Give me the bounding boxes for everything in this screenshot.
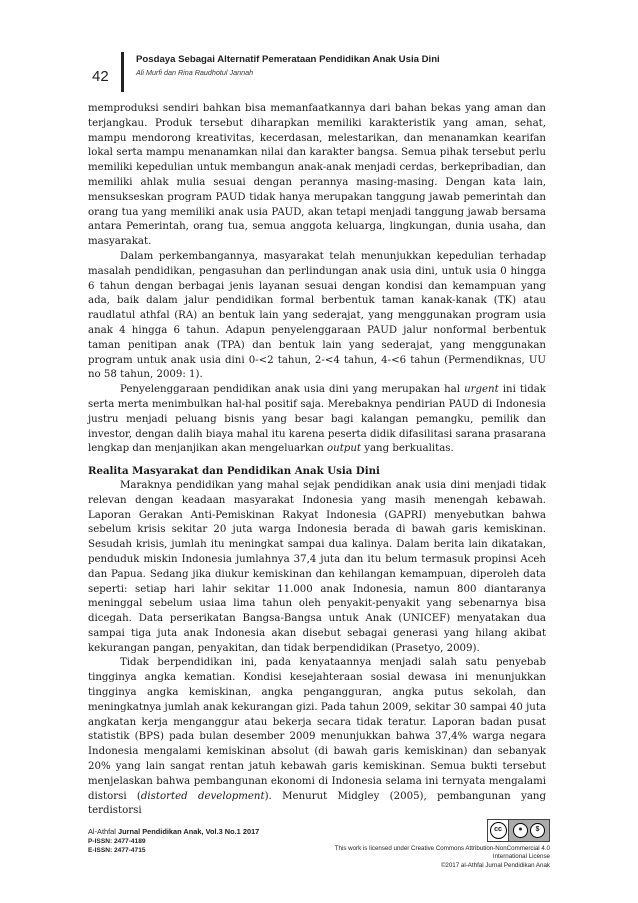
cc-license-badge[interactable]: [487, 819, 550, 842]
page-header: [86, 52, 556, 92]
text-run: yang berkualitas.: [360, 443, 454, 455]
section-heading: Realita Masyarakat dan Pendidikan Anak Usia Dini: [88, 465, 380, 478]
header-divider: [121, 52, 124, 92]
paragraph: Dalam perkembangannya, masyarakat telah menunjukkan kepedulian terhadap masalah pendidikan, pengasuhan dan perlindungan anak usia dini, untuk usia 0 hingga 6 tahun dengan berbagai jenis layanan sesuai dengan kondisi dan kemampuan yang ada, baik dalam jalur pendidikan formal berbentuk taman kanak-kanak (TK) atau raudlatul athfal (RA) an bentuk lain yang sederajat, yang menggunakan program usia anak 4 hingga 6 tahun. Adapun penyelenggaraan PAUD jalur nonformal berbentuk taman penitipan anak (TPA) dan bentuk lain yang sederajat, yang menggunakan program untuk anak usia dini 0-<2 tahun, 2-<4 tahun, 4-<6 tahun (Permendiknas, UU no 58 tahun, 2009: 1).: [88, 250, 546, 381]
text-run: Tidak berpendidikan ini, pada kenyataannya menjadi salah satu penyebab tingginya angka kematian. Kondisi kesejahteraan sosial dewasa ini menunjukkan tingginya angka kemiskinan, angka pengangguran, angka putus sekolah, dan meningkatnya jumlah anak kekurangan gizi. Pada tahun 2009, sekitar 30 sampai 40 juta angkatan kerja menganggur atau bekerja secara tidak teratur. Laporan badan pusat statistik (BPS) pada bulan desember 2009 menunjukkan bahwa 37,4% warga negara Indonesia mengalami kemiskinan absolut (di bawah garis kemiskinan) dan sebanyak 20% yang lain sangat rentan jatuh kebawah garis kemiskinan. Semua bukti tersebut menjelaskan bahwa pembangunan ekonomi di Indonesia selama ini ternyata mengalami distorsi (: [88, 657, 547, 802]
journal-citation: [88, 827, 259, 837]
paragraph: [88, 656, 546, 819]
italic-term: urgent: [464, 384, 499, 396]
journal-prefix: Al-Athfal: [88, 827, 116, 836]
cc-icon: cc: [488, 820, 509, 841]
italic-term: output: [327, 443, 361, 455]
paragraph: Maraknya pendidikan yang mahal sejak pendidikan anak usia dini menjadi tidak relevan dengan keadaan masyarakat Indonesia yang masih menengah kebawah. Laporan Gerakan Anti-Pemiskinan Rakyat Indonesia (GAPRI) menyebutkan bahwa sebelum krisis sekitar 20 juta warga Indonesia berada di bawah garis kemiskinan. Sesudah krisis, jumlah itu meningkat sampai dua kalinya. Dalam berita lain dikatakan, penduduk miskin Indonesia jumlahnya 37,4 juta dan itu belum termasuk propinsi Aceh dan Papua. Sedang jika diukur kemiskinan dan kehilangan kemampuan, diperoleh data seperti: setiap hari lahir sekitar 11.000 anak Indonesia, namun 800 diantaranya meninggal sebelum usiaa lima tahun oleh penyakit-penyakit yang sebenarnya bisa dicegah. Data perserikatan Bangsa-Bangsa untuk Anak (UNICEF) menyatakan dua sampai tiga juta anak Indonesia akan disebut sebagai generasi yang hilang akibat kekurangan pangan, penyakitan, dan tidak berpendidikan (Prasetyo, 2009).: [88, 479, 546, 654]
running-authors: Ali Murfi dan Rina Raudhotul Jannah: [136, 68, 254, 77]
paragraph: memproduksi sendiri bahkan bisa memanfaatkannya dari bahan bekas yang aman dan terjangkau. Produk tersebut diharapkan memiliki karakteristik yang aman, sehat, mampu mendorong kreativitas, kecerdasan, melestarikan, dan menanamkan kearifan lokal serta mampu menanamkan nilai dan karakter bangsa. Semua pihak tersebut perlu memiliki kepedulian untuk membangun anak-anak menjadi cerdas, berkepribadian, dan memiliki ahlak mulia sesuai dengan perannya masing-masing. Dengan kata lain, mensukseskan program PAUD tidak hanya merupakan tanggung jawab pemerintah dan orang tua yang memiliki anak usia PAUD, akan tetapi menjadi tanggung jawab bersama antara Pemerintah, orang tua, semua anggota keluarga, lingkungan, dunia usaha, dan masyarakat.: [88, 103, 546, 248]
text-run: ). Menurut Midgley (2005), pembangunan yang terdistorsi: [88, 790, 546, 817]
text-run: Penyelenggaraan pendidikan anak usia dini yang merupakan hal: [120, 384, 465, 396]
text-run: ini tidak serta merta menimbulkan hal-hal positif saja. Merebaknya pendirian PAUD di Indonesia justru menjadi peluang bisnis yang besar bagi kalangan pemangku, pemilik dan investor, dengan dalih biaya mahal itu karena peserta didik difasilitasi sarana prasarana lengkap dan menjanjikan akan mengeluarkan: [88, 384, 546, 455]
license-line: This work is licensed under Creative Commons Attribution-NonCommercial 4.0: [334, 845, 550, 852]
italic-term: distorted development: [140, 790, 265, 802]
journal-name: Jurnal Pendidikan Anak, Vol.3 No.1 2017: [118, 827, 260, 836]
license-terms: [509, 820, 549, 841]
p-issn: P-ISSN: 2477-4189: [88, 838, 146, 845]
e-issn: E-ISSN: 2477-4715: [88, 847, 146, 854]
license-line: International License: [492, 853, 550, 861]
paragraph: [88, 383, 546, 457]
page-number: 42: [92, 68, 109, 85]
running-title: Posdaya Sebagai Alternatif Pemerataan Pendidikan Anak Usia Dini: [136, 54, 440, 65]
person-icon: ●: [513, 823, 528, 838]
license-footer: [330, 819, 550, 870]
body-text: [88, 102, 546, 819]
no-dollar-icon: $: [530, 823, 545, 838]
journal-footer: [88, 827, 259, 855]
copyright-line: ©2017 al-Athfal Jurnal Pendidikan Anak: [440, 861, 550, 869]
